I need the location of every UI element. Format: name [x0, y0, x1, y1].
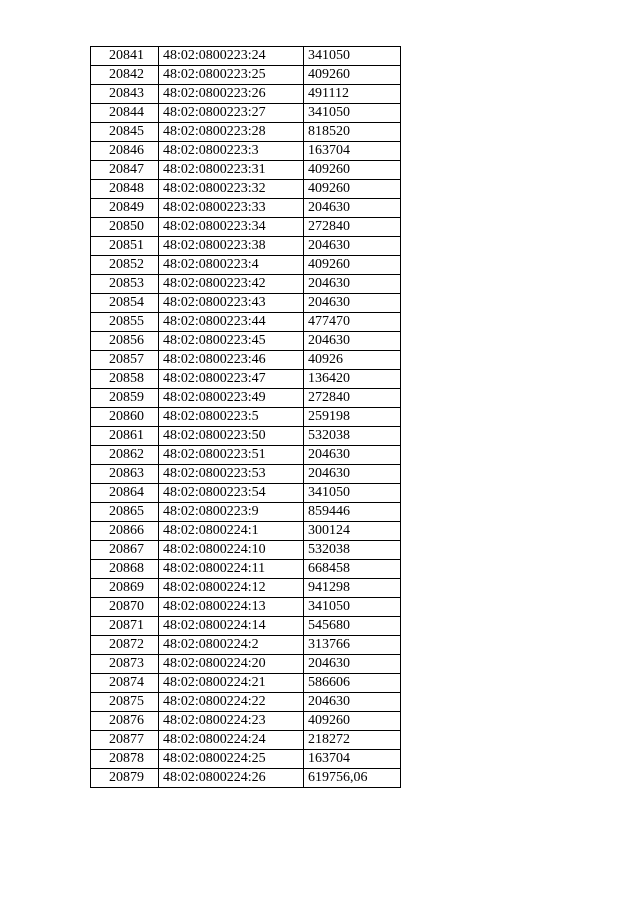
row-number-cell: 20873	[91, 655, 159, 674]
row-number-cell: 20842	[91, 66, 159, 85]
value-cell: 40926	[304, 351, 401, 370]
table-row	[91, 731, 401, 750]
row-number-cell: 20871	[91, 617, 159, 636]
row-number-cell: 20874	[91, 674, 159, 693]
table-row	[91, 446, 401, 465]
row-number-cell: 20855	[91, 313, 159, 332]
table-row	[91, 104, 401, 123]
value-cell: 545680	[304, 617, 401, 636]
table-row	[91, 427, 401, 446]
cadastral-number-cell: 48:02:0800223:49	[159, 389, 304, 408]
row-number-cell: 20862	[91, 446, 159, 465]
cadastral-number-cell: 48:02:0800223:45	[159, 332, 304, 351]
cadastral-number-cell: 48:02:0800223:47	[159, 370, 304, 389]
value-cell: 204630	[304, 465, 401, 484]
cadastral-number-cell: 48:02:0800223:31	[159, 161, 304, 180]
table-row	[91, 180, 401, 199]
cadastral-number-cell: 48:02:0800224:2	[159, 636, 304, 655]
cadastral-number-cell: 48:02:0800223:44	[159, 313, 304, 332]
value-cell: 341050	[304, 104, 401, 123]
table-row	[91, 199, 401, 218]
value-cell: 668458	[304, 560, 401, 579]
value-cell: 341050	[304, 484, 401, 503]
row-number-cell: 20851	[91, 237, 159, 256]
value-cell: 619756,06	[304, 769, 401, 788]
row-number-cell: 20872	[91, 636, 159, 655]
cadastral-number-cell: 48:02:0800223:46	[159, 351, 304, 370]
table-row	[91, 85, 401, 104]
row-number-cell: 20850	[91, 218, 159, 237]
value-cell: 313766	[304, 636, 401, 655]
cadastral-number-cell: 48:02:0800224:12	[159, 579, 304, 598]
table-row	[91, 66, 401, 85]
row-number-cell: 20867	[91, 541, 159, 560]
cadastral-number-cell: 48:02:0800223:33	[159, 199, 304, 218]
value-cell: 204630	[304, 294, 401, 313]
row-number-cell: 20876	[91, 712, 159, 731]
table-row	[91, 636, 401, 655]
table-row	[91, 693, 401, 712]
cadastral-number-cell: 48:02:0800223:54	[159, 484, 304, 503]
table-row	[91, 275, 401, 294]
value-cell: 204630	[304, 237, 401, 256]
row-number-cell: 20879	[91, 769, 159, 788]
value-cell: 477470	[304, 313, 401, 332]
table-row	[91, 332, 401, 351]
cadastral-number-cell: 48:02:0800224:22	[159, 693, 304, 712]
row-number-cell: 20858	[91, 370, 159, 389]
table-row	[91, 560, 401, 579]
table-row	[91, 47, 401, 66]
table-row	[91, 370, 401, 389]
value-cell: 259198	[304, 408, 401, 427]
cadastral-number-cell: 48:02:0800223:24	[159, 47, 304, 66]
row-number-cell: 20849	[91, 199, 159, 218]
table-row	[91, 351, 401, 370]
cadastral-number-cell: 48:02:0800223:26	[159, 85, 304, 104]
table-row	[91, 750, 401, 769]
table-row	[91, 674, 401, 693]
table-row	[91, 541, 401, 560]
cadastral-number-cell: 48:02:0800223:5	[159, 408, 304, 427]
table-row	[91, 655, 401, 674]
row-number-cell: 20848	[91, 180, 159, 199]
value-cell: 204630	[304, 693, 401, 712]
value-cell: 409260	[304, 161, 401, 180]
table-row	[91, 294, 401, 313]
cadastral-number-cell: 48:02:0800224:23	[159, 712, 304, 731]
cadastral-number-cell: 48:02:0800224:10	[159, 541, 304, 560]
table-row	[91, 465, 401, 484]
cadastral-number-cell: 48:02:0800224:13	[159, 598, 304, 617]
cadastral-number-cell: 48:02:0800224:14	[159, 617, 304, 636]
value-cell: 532038	[304, 427, 401, 446]
table-row	[91, 161, 401, 180]
table-row	[91, 617, 401, 636]
cadastral-number-cell: 48:02:0800223:42	[159, 275, 304, 294]
row-number-cell: 20878	[91, 750, 159, 769]
row-number-cell: 20877	[91, 731, 159, 750]
table-row	[91, 313, 401, 332]
cadastral-number-cell: 48:02:0800224:20	[159, 655, 304, 674]
row-number-cell: 20868	[91, 560, 159, 579]
cadastral-number-cell: 48:02:0800223:9	[159, 503, 304, 522]
value-cell: 218272	[304, 731, 401, 750]
value-cell: 204630	[304, 199, 401, 218]
value-cell: 818520	[304, 123, 401, 142]
cadastral-number-cell: 48:02:0800223:28	[159, 123, 304, 142]
row-number-cell: 20869	[91, 579, 159, 598]
value-cell: 204630	[304, 275, 401, 294]
row-number-cell: 20864	[91, 484, 159, 503]
value-cell: 341050	[304, 598, 401, 617]
value-cell: 586606	[304, 674, 401, 693]
value-cell: 409260	[304, 256, 401, 275]
cadastral-number-cell: 48:02:0800223:43	[159, 294, 304, 313]
row-number-cell: 20846	[91, 142, 159, 161]
value-cell: 136420	[304, 370, 401, 389]
cadastral-number-cell: 48:02:0800224:26	[159, 769, 304, 788]
value-cell: 341050	[304, 47, 401, 66]
cadastral-number-cell: 48:02:0800223:4	[159, 256, 304, 275]
row-number-cell: 20856	[91, 332, 159, 351]
row-number-cell: 20852	[91, 256, 159, 275]
value-cell: 941298	[304, 579, 401, 598]
cadastral-number-cell: 48:02:0800223:32	[159, 180, 304, 199]
table-row	[91, 598, 401, 617]
value-cell: 272840	[304, 389, 401, 408]
row-number-cell: 20875	[91, 693, 159, 712]
value-cell: 491112	[304, 85, 401, 104]
table-row	[91, 408, 401, 427]
table-row	[91, 237, 401, 256]
row-number-cell: 20847	[91, 161, 159, 180]
row-number-cell: 20865	[91, 503, 159, 522]
cadastral-number-cell: 48:02:0800223:51	[159, 446, 304, 465]
row-number-cell: 20866	[91, 522, 159, 541]
value-cell: 163704	[304, 750, 401, 769]
table-row	[91, 503, 401, 522]
value-cell: 204630	[304, 332, 401, 351]
row-number-cell: 20854	[91, 294, 159, 313]
value-cell: 532038	[304, 541, 401, 560]
value-cell: 409260	[304, 66, 401, 85]
row-number-cell: 20843	[91, 85, 159, 104]
table-row	[91, 218, 401, 237]
table-body	[91, 47, 401, 788]
row-number-cell: 20845	[91, 123, 159, 142]
cadastral-number-cell: 48:02:0800223:3	[159, 142, 304, 161]
cadastral-number-cell: 48:02:0800224:24	[159, 731, 304, 750]
cadastral-number-cell: 48:02:0800223:38	[159, 237, 304, 256]
table-row	[91, 123, 401, 142]
row-number-cell: 20857	[91, 351, 159, 370]
table-row	[91, 769, 401, 788]
row-number-cell: 20870	[91, 598, 159, 617]
table-row	[91, 522, 401, 541]
cadastral-number-cell: 48:02:0800224:25	[159, 750, 304, 769]
value-cell: 409260	[304, 712, 401, 731]
cadastral-number-cell: 48:02:0800223:25	[159, 66, 304, 85]
value-cell: 409260	[304, 180, 401, 199]
table-row	[91, 484, 401, 503]
cadastral-number-cell: 48:02:0800224:1	[159, 522, 304, 541]
row-number-cell: 20844	[91, 104, 159, 123]
table-row	[91, 389, 401, 408]
cadastral-number-cell: 48:02:0800223:53	[159, 465, 304, 484]
value-cell: 204630	[304, 446, 401, 465]
value-cell: 272840	[304, 218, 401, 237]
value-cell: 300124	[304, 522, 401, 541]
value-cell: 204630	[304, 655, 401, 674]
cadastral-number-cell: 48:02:0800223:27	[159, 104, 304, 123]
row-number-cell: 20863	[91, 465, 159, 484]
row-number-cell: 20861	[91, 427, 159, 446]
value-cell: 859446	[304, 503, 401, 522]
cadastral-number-cell: 48:02:0800223:50	[159, 427, 304, 446]
table-row	[91, 256, 401, 275]
cadastral-number-cell: 48:02:0800224:11	[159, 560, 304, 579]
cadastral-number-cell: 48:02:0800224:21	[159, 674, 304, 693]
row-number-cell: 20853	[91, 275, 159, 294]
row-number-cell: 20841	[91, 47, 159, 66]
cadastral-number-cell: 48:02:0800223:34	[159, 218, 304, 237]
table-row	[91, 579, 401, 598]
data-table	[90, 46, 401, 788]
table-row	[91, 712, 401, 731]
value-cell: 163704	[304, 142, 401, 161]
table-row	[91, 142, 401, 161]
row-number-cell: 20859	[91, 389, 159, 408]
row-number-cell: 20860	[91, 408, 159, 427]
